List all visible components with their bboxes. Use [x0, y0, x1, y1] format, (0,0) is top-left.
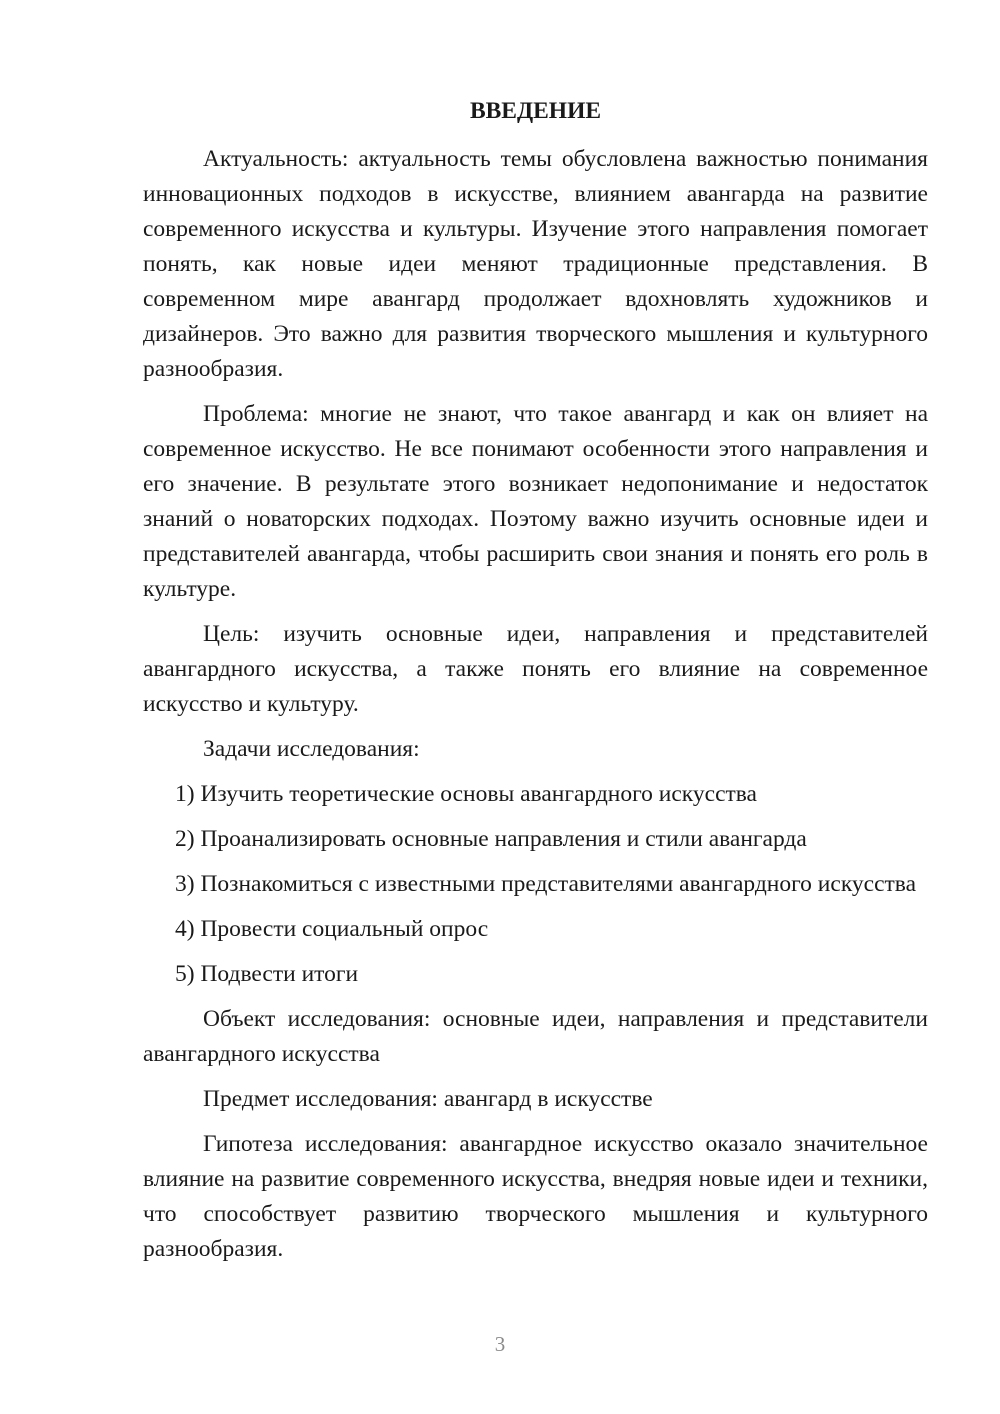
list-item-task-2: 2) Проанализировать основные направления и стили авангарда: [175, 826, 807, 852]
list-item-task-3: 3) Познакомиться с известными представителями авангардного искусства: [175, 871, 916, 897]
page-number: 3: [494, 1332, 506, 1356]
paragraph-object: Объект исследования: основные идеи, направления и представители авангардного искусства: [143, 1006, 928, 1067]
list-item-task-5: 5) Подвести итоги: [175, 961, 359, 987]
paragraph-subject: Предмет исследования: авангард в искусстве: [203, 1086, 653, 1112]
list-item-task-1: 1) Изучить теоретические основы авангардного искусства: [175, 781, 757, 807]
page-content: [143, 94, 928, 1277]
paragraph-tasks-heading: Задачи исследования:: [203, 736, 420, 762]
paragraph-relevance: Актуальность: актуальность темы обусловлена важностью понимания инновационных подходов в искусстве, влиянием авангарда на развитие современного искусства и культуры. Изучение этого направления помогает понять, как новые идеи меняют традиционные представления. В современном мире авангард продолжает вдохновлять художников и дизайнеров. Это важно для развития творческого мышления и культурного разнообразия.: [143, 146, 928, 382]
paragraph-hypothesis: Гипотеза исследования: авангардное искусство оказало значительное влияние на развитие современного искусства, внедряя новые идеи и техники, что способствует развитию творческого мышления и культурного разнообразия.: [143, 1131, 928, 1262]
paragraph-goal: Цель: изучить основные идеи, направления и представителей авангардного искусства, а также понять его влияние на современное искусство и культуру.: [143, 621, 928, 717]
paragraph-problem: Проблема: многие не знают, что такое авангард и как он влияет на современное искусство. Не все понимают особенности этого направления и его значение. В результате этого возникает недопонимание и недостаток знаний о новаторских подходах. Поэтому важно изучить основные идеи и представителей авангарда, чтобы расширить свои знания и понять его роль в культуре.: [143, 401, 928, 602]
list-item-task-4: 4) Провести социальный опрос: [175, 916, 489, 942]
page-title: ВВЕДЕНИЕ: [469, 98, 602, 124]
